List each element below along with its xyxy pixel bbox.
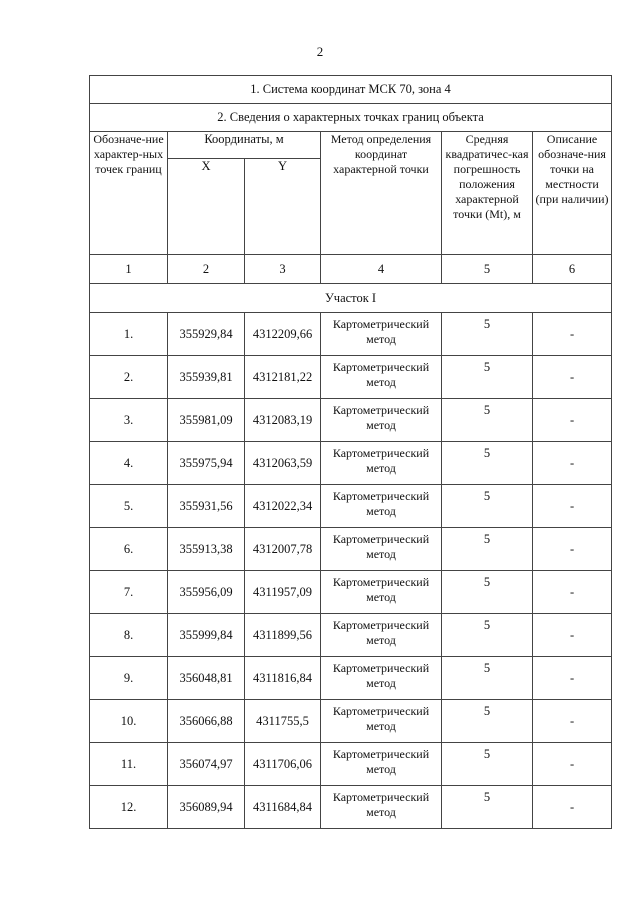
method: Картометрический метод	[321, 313, 442, 356]
error: 5	[442, 528, 533, 571]
table-row	[90, 614, 612, 657]
column-number: 4	[321, 255, 442, 284]
coord-x: 356089,94	[168, 786, 245, 829]
coordinate-system-title: 1. Система координат МСК 70, зона 4	[90, 76, 612, 104]
table-row	[90, 657, 612, 700]
error: 5	[442, 313, 533, 356]
coordinates-table	[89, 75, 612, 829]
coord-y: 4312063,59	[245, 442, 321, 485]
error: 5	[442, 571, 533, 614]
column-number: 6	[533, 255, 612, 284]
description: -	[533, 614, 612, 657]
coord-x: 356074,97	[168, 743, 245, 786]
method: Картометрический метод	[321, 528, 442, 571]
coord-y: 4311899,56	[245, 614, 321, 657]
description: -	[533, 399, 612, 442]
error: 5	[442, 356, 533, 399]
coord-y: 4311706,06	[245, 743, 321, 786]
header-description: Описание обозначе-ния точки на местности (при наличии)	[533, 132, 612, 255]
coord-y: 4311755,5	[245, 700, 321, 743]
point-number: 4.	[90, 442, 168, 485]
column-number: 5	[442, 255, 533, 284]
point-number: 6.	[90, 528, 168, 571]
description: -	[533, 743, 612, 786]
coord-x: 355913,38	[168, 528, 245, 571]
coord-y: 4312181,22	[245, 356, 321, 399]
description: -	[533, 356, 612, 399]
point-number: 12.	[90, 786, 168, 829]
table-row	[90, 442, 612, 485]
description: -	[533, 313, 612, 356]
error: 5	[442, 442, 533, 485]
coord-y: 4312209,66	[245, 313, 321, 356]
error: 5	[442, 657, 533, 700]
error: 5	[442, 399, 533, 442]
method: Картометрический метод	[321, 485, 442, 528]
point-number: 5.	[90, 485, 168, 528]
point-number: 3.	[90, 399, 168, 442]
header-method: Метод определения координат характерной точки	[321, 132, 442, 255]
coord-y: 4311816,84	[245, 657, 321, 700]
header-x: X	[168, 159, 245, 255]
point-number: 10.	[90, 700, 168, 743]
coord-y: 4312022,34	[245, 485, 321, 528]
plot-label: Участок I	[90, 284, 612, 313]
point-number: 11.	[90, 743, 168, 786]
method: Картометрический метод	[321, 614, 442, 657]
coord-x: 356066,88	[168, 700, 245, 743]
table-row	[90, 743, 612, 786]
point-number: 2.	[90, 356, 168, 399]
table-row	[90, 700, 612, 743]
coord-x: 355999,84	[168, 614, 245, 657]
description: -	[533, 657, 612, 700]
point-number: 7.	[90, 571, 168, 614]
description: -	[533, 571, 612, 614]
point-number: 8.	[90, 614, 168, 657]
column-number: 3	[245, 255, 321, 284]
description: -	[533, 528, 612, 571]
column-number: 2	[168, 255, 245, 284]
description: -	[533, 442, 612, 485]
description: -	[533, 700, 612, 743]
table-row	[90, 399, 612, 442]
table-row	[90, 356, 612, 399]
method: Картометрический метод	[321, 399, 442, 442]
error: 5	[442, 485, 533, 528]
table-row	[90, 786, 612, 829]
method: Картометрический метод	[321, 657, 442, 700]
error: 5	[442, 700, 533, 743]
point-number: 1.	[90, 313, 168, 356]
header-designation: Обозначе-ние характер-ных точек границ	[90, 132, 168, 255]
method: Картометрический метод	[321, 743, 442, 786]
error: 5	[442, 743, 533, 786]
coord-x: 355981,09	[168, 399, 245, 442]
table-row	[90, 528, 612, 571]
method: Картометрический метод	[321, 786, 442, 829]
header-error: Средняя квадратичес-кая погрешность положения характерной точки (Mt), м	[442, 132, 533, 255]
coord-x: 355929,84	[168, 313, 245, 356]
coord-y: 4311957,09	[245, 571, 321, 614]
method: Картометрический метод	[321, 356, 442, 399]
method: Картометрический метод	[321, 700, 442, 743]
coord-y: 4312083,19	[245, 399, 321, 442]
method: Картометрический метод	[321, 442, 442, 485]
point-number: 9.	[90, 657, 168, 700]
description: -	[533, 485, 612, 528]
coord-x: 355939,81	[168, 356, 245, 399]
coord-x: 355931,56	[168, 485, 245, 528]
description: -	[533, 786, 612, 829]
coord-x: 355975,94	[168, 442, 245, 485]
coord-x: 355956,09	[168, 571, 245, 614]
header-coordinates: Координаты, м	[168, 132, 321, 159]
section-title: 2. Сведения о характерных точках границ объекта	[90, 104, 612, 132]
table-row	[90, 313, 612, 356]
coord-y: 4312007,78	[245, 528, 321, 571]
column-number: 1	[90, 255, 168, 284]
error: 5	[442, 786, 533, 829]
page-number: 2	[316, 44, 324, 59]
method: Картометрический метод	[321, 571, 442, 614]
header-y: Y	[245, 159, 321, 255]
table-row	[90, 485, 612, 528]
coord-y: 4311684,84	[245, 786, 321, 829]
table-row	[90, 571, 612, 614]
error: 5	[442, 614, 533, 657]
coord-x: 356048,81	[168, 657, 245, 700]
